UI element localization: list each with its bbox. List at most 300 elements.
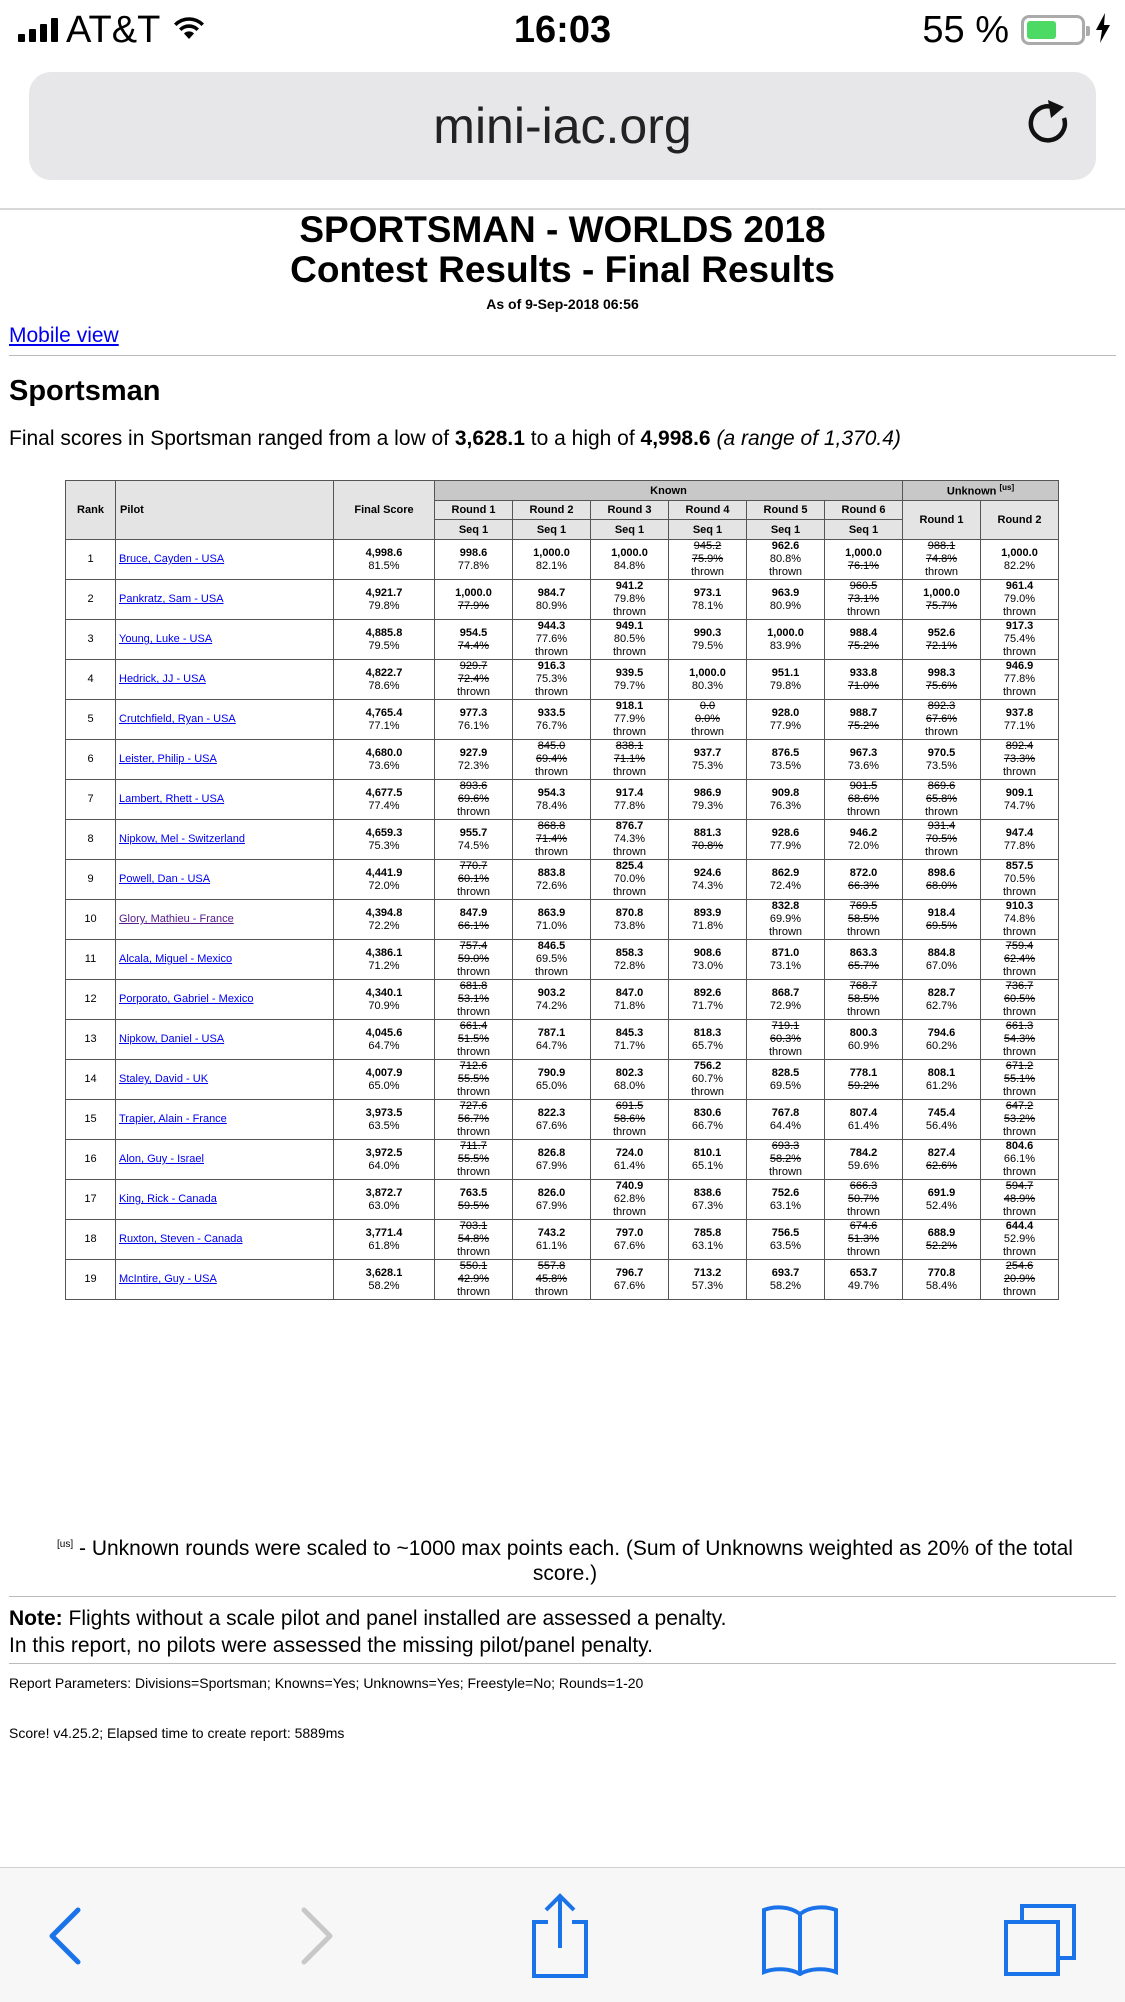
round-score: 872.0 <box>849 866 878 879</box>
address-bar[interactable] <box>29 72 1096 180</box>
round-percent: 75.3% <box>691 759 724 772</box>
col-rank: Rank <box>66 481 116 540</box>
charging-icon <box>1095 13 1111 48</box>
final-score: 4,386.1 <box>365 946 403 959</box>
round-percent: 62.6% <box>925 1159 958 1172</box>
pilot-link[interactable]: Powell, Dan - USA <box>119 873 211 885</box>
pilot-link[interactable]: Alcala, Miguel - Mexico <box>119 953 233 965</box>
round-score: 808.1 <box>927 1066 956 1079</box>
round-score: 1,000.0 <box>923 586 960 599</box>
round-score-cell <box>435 1220 513 1260</box>
final-percent: 61.8% <box>368 1239 400 1252</box>
round-score: 863.9 <box>537 906 566 919</box>
round-percent: 70.5% <box>1003 873 1036 885</box>
round-percent: 73.8% <box>613 919 646 932</box>
pilot-link[interactable]: Nipkow, Mel - Switzerland <box>119 833 245 845</box>
round-score: 778.1 <box>849 1066 878 1079</box>
thrown-label: thrown <box>690 1086 725 1098</box>
pilot-link[interactable]: Lambert, Rhett - USA <box>119 793 225 805</box>
round-percent: 66.1% <box>1003 1153 1036 1165</box>
thrown-label: thrown <box>612 1126 647 1138</box>
round-score: 674.6 <box>849 1220 878 1232</box>
reload-icon[interactable] <box>1024 98 1074 155</box>
footnote-text: - Unknown rounds were scaled to ~1000 max points each. (Sum of Unknowns weighted as 20% of the total score.) <box>73 1537 1073 1585</box>
round-percent: 75.2% <box>847 719 880 732</box>
final-score-cell <box>334 980 435 1020</box>
round-score: 884.8 <box>927 946 956 959</box>
round-percent: 73.6% <box>847 759 880 772</box>
final-score: 3,973.5 <box>365 1106 403 1119</box>
round-score-cell <box>435 980 513 1020</box>
unknown-round-header: Round 1 <box>903 501 981 540</box>
footnote-mark: [us] <box>57 1539 74 1550</box>
rank-cell: 4 <box>66 660 116 700</box>
thrown-label: thrown <box>768 1166 803 1178</box>
round-score-cell <box>669 1100 747 1140</box>
round-score: 977.3 <box>459 706 488 719</box>
round-score-cell <box>591 1260 669 1300</box>
tabs-icon[interactable] <box>1002 1902 1078 1983</box>
round-score: 924.6 <box>693 866 722 879</box>
final-score: 4,885.8 <box>365 626 403 639</box>
bookmarks-icon[interactable] <box>760 1902 840 1981</box>
back-icon[interactable] <box>44 1906 84 1971</box>
round-percent: 71.7% <box>691 999 724 1012</box>
pilot-link[interactable]: Hedrick, JJ - USA <box>119 673 206 685</box>
round-score: 1,000.0 <box>455 586 492 599</box>
round-score: 767.8 <box>771 1106 800 1119</box>
rank-cell: 10 <box>66 900 116 940</box>
round-percent: 69.6% <box>457 793 490 805</box>
round-score: 862.9 <box>771 866 800 879</box>
col-final-score: Final Score <box>334 481 435 540</box>
summary-text: Final scores in Sportsman ranged from a low of <box>9 427 455 450</box>
thrown-label: thrown <box>612 766 647 778</box>
round-percent: 77.9% <box>769 839 802 852</box>
round-score: 863.3 <box>849 946 878 959</box>
round-score: 988.1 <box>927 540 956 552</box>
seq-header: Seq 1 <box>747 520 825 540</box>
round-percent: 73.3% <box>1003 753 1036 765</box>
round-percent: 69.5% <box>769 1079 802 1092</box>
thrown-label: thrown <box>1002 886 1037 898</box>
round-score: 818.3 <box>693 1026 722 1039</box>
thrown-label: thrown <box>924 726 959 738</box>
round-score-cell <box>435 860 513 900</box>
round-score: 846.5 <box>537 940 566 952</box>
round-score: 858.3 <box>615 946 644 959</box>
round-percent: 59.6% <box>847 1159 880 1172</box>
round-score: 898.6 <box>927 866 956 879</box>
thrown-label: thrown <box>1002 646 1037 658</box>
thrown-label: thrown <box>1002 1006 1037 1018</box>
pilot-link[interactable]: King, Rick - Canada <box>119 1193 217 1205</box>
round-score-cell <box>435 700 513 740</box>
round-percent: 67.9% <box>535 1199 568 1212</box>
round-percent: 75.2% <box>847 639 880 652</box>
pilot-link[interactable]: Porporato, Gabriel - Mexico <box>119 993 254 1005</box>
round-score-cell <box>591 1180 669 1220</box>
round-score-cell <box>669 1180 747 1220</box>
round-score: 870.8 <box>615 906 644 919</box>
table-row <box>66 1100 1059 1140</box>
round-percent: 74.4% <box>457 639 490 652</box>
thrown-label: thrown <box>846 606 881 618</box>
round-score-cell <box>825 860 903 900</box>
round-score-cell <box>981 1060 1059 1100</box>
round-percent: 72.3% <box>457 759 490 772</box>
final-percent: 71.2% <box>368 959 400 972</box>
round-score-cell <box>669 660 747 700</box>
final-score: 4,921.7 <box>365 586 403 599</box>
round-score: 661.4 <box>459 1020 488 1032</box>
round-score-cell <box>903 1060 981 1100</box>
rank-cell: 9 <box>66 860 116 900</box>
round-percent: 62.7% <box>925 999 958 1012</box>
thrown-label: thrown <box>612 606 647 618</box>
round-percent: 51.5% <box>457 1033 490 1045</box>
pilot-link[interactable]: Pankratz, Sam - USA <box>119 593 224 605</box>
round-percent: 58.5% <box>847 993 880 1005</box>
round-percent: 48.9% <box>1003 1193 1036 1205</box>
round-percent: 50.7% <box>847 1193 880 1205</box>
round-score-cell <box>747 820 825 860</box>
round-score: 916.3 <box>537 660 566 672</box>
thrown-label: thrown <box>456 1126 491 1138</box>
status-right <box>922 8 1111 52</box>
table-row <box>66 740 1059 780</box>
round-score-cell <box>435 660 513 700</box>
round-percent: 82.2% <box>1003 559 1036 572</box>
round-score: 1,000.0 <box>689 666 726 679</box>
round-percent: 65.7% <box>691 1039 724 1052</box>
pilot-link[interactable]: Bruce, Cayden - USA <box>119 553 225 565</box>
thrown-label: thrown <box>534 966 569 978</box>
round-score-cell <box>903 900 981 940</box>
rank-cell: 7 <box>66 780 116 820</box>
round-score-cell <box>747 980 825 1020</box>
battery-icon <box>1021 15 1085 45</box>
round-score: 847.0 <box>615 986 644 999</box>
known-round-header: Round 6 <box>825 501 903 520</box>
round-percent: 66.3% <box>847 879 880 892</box>
round-score-cell <box>747 860 825 900</box>
round-percent: 64.7% <box>535 1039 568 1052</box>
round-score-cell <box>981 1100 1059 1140</box>
round-percent: 63.1% <box>769 1199 802 1212</box>
round-percent: 68.6% <box>847 793 880 805</box>
round-percent: 75.9% <box>691 553 724 565</box>
rank-cell: 14 <box>66 1060 116 1100</box>
url-text[interactable]: mini-iac.org <box>433 98 692 154</box>
pilot-link[interactable]: Nipkow, Daniel - USA <box>119 1033 225 1045</box>
round-score-cell <box>981 1180 1059 1220</box>
forward-icon[interactable] <box>298 1906 338 1971</box>
round-percent: 84.8% <box>613 559 646 572</box>
round-score-cell <box>903 1180 981 1220</box>
round-percent: 71.4% <box>535 833 568 845</box>
table-row <box>66 620 1059 660</box>
thrown-label: thrown <box>924 846 959 858</box>
round-percent: 60.2% <box>925 1039 958 1052</box>
round-percent: 65.8% <box>925 793 958 805</box>
round-percent: 71.8% <box>691 919 724 932</box>
seq-header: Seq 1 <box>513 520 591 540</box>
round-percent: 72.1% <box>925 639 958 652</box>
round-score-cell <box>903 740 981 780</box>
round-score-cell <box>747 900 825 940</box>
round-score: 876.7 <box>615 820 644 832</box>
pilot-link[interactable]: Crutchfield, Ryan - USA <box>119 713 236 725</box>
round-percent: 72.0% <box>847 839 880 852</box>
round-score-cell <box>825 620 903 660</box>
round-score: 784.2 <box>849 1146 878 1159</box>
round-percent: 80.5% <box>613 633 646 645</box>
thrown-label: thrown <box>1002 966 1037 978</box>
round-score-cell <box>435 1060 513 1100</box>
round-score: 787.1 <box>537 1026 566 1039</box>
pilot-link[interactable]: McIntire, Guy - USA <box>119 1273 217 1285</box>
final-score-cell <box>334 820 435 860</box>
round-score-cell <box>591 1220 669 1260</box>
pilot-cell <box>116 1260 334 1300</box>
round-percent: 79.8% <box>769 679 802 692</box>
final-percent: 63.0% <box>368 1199 400 1212</box>
round-score: 647.2 <box>1005 1100 1034 1112</box>
round-score: 693.3 <box>771 1140 800 1152</box>
table-row <box>66 1060 1059 1100</box>
divider <box>9 1663 1116 1664</box>
final-percent: 78.6% <box>368 679 400 692</box>
rank-cell: 1 <box>66 540 116 580</box>
round-score-cell <box>903 1100 981 1140</box>
round-score-cell <box>825 660 903 700</box>
results-table <box>65 480 1059 1300</box>
round-percent: 69.9% <box>769 913 802 925</box>
round-score: 944.3 <box>537 620 566 632</box>
round-score-cell <box>669 900 747 940</box>
thrown-label: thrown <box>534 686 569 698</box>
round-score: 917.3 <box>1005 620 1034 632</box>
round-score-cell <box>903 620 981 660</box>
round-score: 908.6 <box>693 946 722 959</box>
round-percent: 77.8% <box>613 799 646 812</box>
round-percent: 67.6% <box>925 713 958 725</box>
table-row <box>66 1140 1059 1180</box>
final-score: 3,771.4 <box>365 1226 403 1239</box>
round-score-cell <box>747 700 825 740</box>
thrown-label: thrown <box>1002 686 1037 698</box>
round-score: 666.3 <box>849 1180 878 1192</box>
round-score: 963.9 <box>771 586 800 599</box>
round-score: 929.7 <box>459 660 488 672</box>
table-row <box>66 700 1059 740</box>
rank-cell: 19 <box>66 1260 116 1300</box>
round-score-cell <box>513 780 591 820</box>
round-score: 745.4 <box>927 1106 956 1119</box>
thrown-label: thrown <box>1002 1166 1037 1178</box>
note-line-1 <box>9 1605 727 1632</box>
round-percent: 58.4% <box>925 1279 958 1292</box>
round-score: 810.1 <box>693 1146 722 1159</box>
pilot-link[interactable]: Trapier, Alain - France <box>119 1113 227 1125</box>
round-score-cell <box>825 580 903 620</box>
final-score-cell <box>334 1060 435 1100</box>
thrown-label: thrown <box>1002 1286 1037 1298</box>
round-score: 838.1 <box>615 740 644 752</box>
round-percent: 79.7% <box>613 679 646 692</box>
round-score: 949.1 <box>615 620 644 632</box>
final-score-cell <box>334 1140 435 1180</box>
round-score: 757.4 <box>459 940 488 952</box>
pilot-link[interactable]: Staley, David - UK <box>119 1073 209 1085</box>
share-icon[interactable] <box>528 1892 592 1985</box>
round-score: 800.3 <box>849 1026 878 1039</box>
rank-cell: 11 <box>66 940 116 980</box>
page-content <box>0 210 1125 1865</box>
round-score-cell <box>591 1100 669 1140</box>
seq-header: Seq 1 <box>669 520 747 540</box>
round-percent: 74.3% <box>691 879 724 892</box>
round-score-cell <box>513 820 591 860</box>
round-score-cell <box>747 1020 825 1060</box>
footnote <box>30 1532 1100 1586</box>
unknown-sup: [us] <box>999 483 1015 493</box>
round-score: 892.4 <box>1005 740 1034 752</box>
pilot-cell <box>116 820 334 860</box>
round-score-cell <box>981 660 1059 700</box>
round-score-cell <box>903 980 981 1020</box>
round-percent: 69.5% <box>535 953 568 965</box>
round-score: 917.4 <box>615 786 644 799</box>
round-percent: 59.0% <box>457 953 490 965</box>
round-percent: 67.6% <box>613 1239 646 1252</box>
round-score-cell <box>903 1260 981 1300</box>
round-percent: 78.1% <box>691 599 724 612</box>
thrown-label: thrown <box>924 566 959 578</box>
round-score-cell <box>435 780 513 820</box>
high-score: 4,998.6 <box>640 427 711 450</box>
round-score-cell <box>825 1140 903 1180</box>
round-percent: 52.2% <box>925 1239 958 1252</box>
round-score: 990.3 <box>693 626 722 639</box>
battery-percent: 55 % <box>922 8 1009 51</box>
round-score: 1,000.0 <box>611 546 648 559</box>
round-percent: 72.6% <box>535 879 568 892</box>
thrown-label: thrown <box>456 1006 491 1018</box>
round-score: 988.7 <box>849 706 878 719</box>
round-percent: 64.4% <box>769 1119 802 1132</box>
round-score-cell <box>513 740 591 780</box>
pilot-cell <box>116 1100 334 1140</box>
round-percent: 74.3% <box>613 833 646 845</box>
round-percent: 74.8% <box>925 553 958 565</box>
round-percent: 77.9% <box>613 713 646 725</box>
round-percent: 76.3% <box>769 799 802 812</box>
thrown-label: thrown <box>534 766 569 778</box>
round-percent: 60.9% <box>847 1039 880 1052</box>
status-bar <box>0 0 1125 60</box>
table-row <box>66 900 1059 940</box>
pilot-link[interactable]: Glory, Mathieu - France <box>119 913 234 925</box>
mobile-view-link[interactable]: Mobile view <box>9 324 119 347</box>
final-score: 4,680.0 <box>365 746 403 759</box>
round-score-cell <box>981 860 1059 900</box>
round-score-cell <box>981 1220 1059 1260</box>
round-score-cell <box>981 820 1059 860</box>
round-score: 928.6 <box>771 826 800 839</box>
round-score: 945.2 <box>693 540 722 552</box>
thrown-label: thrown <box>690 726 725 738</box>
round-percent: 80.8% <box>769 553 802 565</box>
round-score: 951.1 <box>771 666 800 679</box>
round-percent: 60.5% <box>1003 993 1036 1005</box>
round-score: 939.5 <box>615 666 644 679</box>
pilot-link[interactable]: Ruxton, Steven - Canada <box>119 1233 243 1245</box>
col-unknown <box>903 481 1059 501</box>
round-score-cell <box>981 940 1059 980</box>
thrown-label: thrown <box>846 1246 881 1258</box>
round-score: 693.7 <box>771 1266 800 1279</box>
round-score-cell <box>747 740 825 780</box>
summary-text-mid: to a high of <box>524 427 641 450</box>
round-score-cell <box>513 900 591 940</box>
round-percent: 58.2% <box>769 1153 802 1165</box>
round-percent: 61.2% <box>925 1079 958 1092</box>
round-score-cell <box>825 1220 903 1260</box>
round-percent: 65.0% <box>535 1079 568 1092</box>
final-score: 4,998.6 <box>365 546 403 559</box>
round-percent: 78.4% <box>535 799 568 812</box>
round-score-cell <box>435 1100 513 1140</box>
round-score-cell <box>825 540 903 580</box>
section-title: Sportsman <box>9 375 161 407</box>
round-percent: 60.1% <box>457 873 490 885</box>
round-percent: 58.5% <box>847 913 880 925</box>
round-score: 970.5 <box>927 746 956 759</box>
title-line-2: Contest Results - Final Results <box>290 249 835 290</box>
pilot-link[interactable]: Alon, Guy - Israel <box>119 1153 204 1165</box>
round-score: 763.5 <box>459 1186 488 1199</box>
rank-cell: 16 <box>66 1140 116 1180</box>
round-score-cell <box>981 540 1059 580</box>
round-percent: 69.4% <box>535 753 568 765</box>
round-score: 828.7 <box>927 986 956 999</box>
round-score-cell <box>903 1020 981 1060</box>
round-score: 961.4 <box>1005 580 1034 592</box>
round-score-cell <box>747 940 825 980</box>
round-score: 724.0 <box>615 1146 644 1159</box>
round-percent: 75.3% <box>535 673 568 685</box>
final-percent: 79.5% <box>368 639 400 652</box>
round-percent: 72.9% <box>769 999 802 1012</box>
round-percent: 82.1% <box>535 559 568 572</box>
round-score-cell <box>591 980 669 1020</box>
round-score: 743.2 <box>537 1226 566 1239</box>
round-score: 825.4 <box>615 860 644 872</box>
final-percent: 63.5% <box>368 1119 400 1132</box>
round-score-cell <box>669 780 747 820</box>
round-percent: 0.0% <box>694 713 721 725</box>
round-percent: 59.2% <box>847 1079 880 1092</box>
round-score: 768.7 <box>849 980 878 992</box>
pilot-link[interactable]: Young, Luke - USA <box>119 633 213 645</box>
final-score-cell <box>334 660 435 700</box>
round-percent: 65.1% <box>691 1159 724 1172</box>
thrown-label: thrown <box>534 1286 569 1298</box>
pilot-link[interactable]: Leister, Philip - USA <box>119 753 217 765</box>
round-percent: 73.5% <box>925 759 958 772</box>
